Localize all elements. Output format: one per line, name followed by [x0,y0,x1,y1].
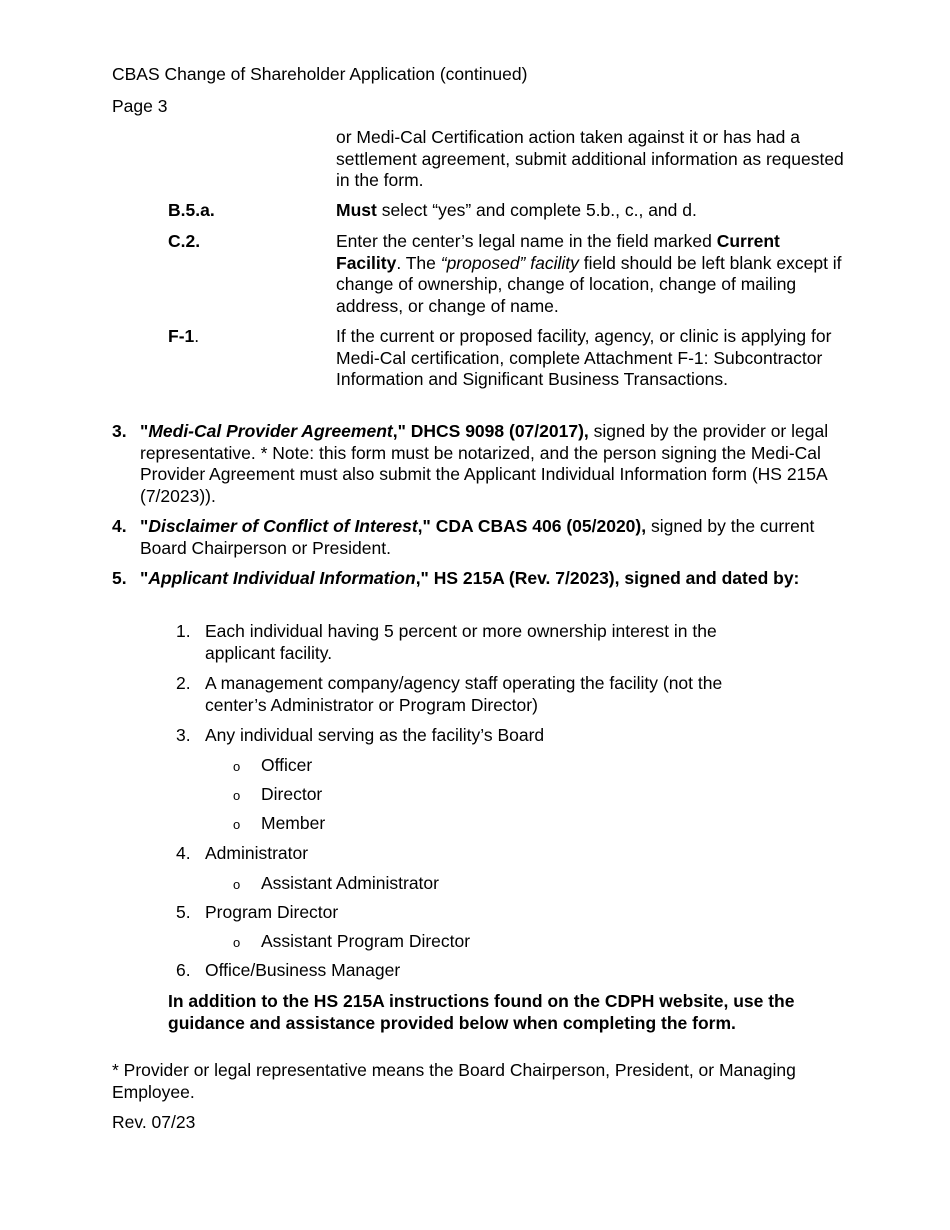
row-label-b5a: B.5.a. [168,200,215,220]
bullet-circle-icon: o [233,877,241,892]
bullet-item: Assistant Program Director [261,931,471,951]
bullet-item: Assistant Administrator [261,873,439,893]
c2-bold: Current Facility [336,231,780,273]
row-label-c2: C.2. [168,231,201,251]
footnote: * Provider or legal representative means the Board Chairperson, President, or Managing Employee. [112,1060,796,1102]
bullet-circle-icon: o [233,788,241,803]
c2-italic: “proposed” facility [440,252,579,273]
sublist-item: Program Director [205,902,339,922]
continued-text: or Medi-Cal Certification action taken against it or has had a settlement agreement, submit additional information as requested in the form. [336,127,844,190]
sublist-number: 3. [176,725,191,745]
item-number-4: 4. [112,516,127,536]
item-text-3: "Medi-Cal Provider Agreement," DHCS 9098 (07/2017), signed by the provider or legal representative. * Note: this form must be notarized, and the person signing the Medi-Cal Provider Agreement must also submit the Applicant Individual Information form (HS 215A (7/2023)). [140,421,829,506]
item-number-5: 5. [112,568,127,588]
form-title-applicant-info: Applicant Individual Information [148,568,416,588]
sublist-item: Each individual having 5 percent or more ownership interest in the applicant facility. [205,621,717,663]
sublist-item: A management company/agency staff operating the facility (not the center’s Administrator or Program Director) [205,673,723,715]
revision-date: Rev. 07/23 [112,1112,196,1132]
instruction-note: In addition to the HS 215A instructions found on the CDPH website, use the guidance and assistance provided below when completing the form. [168,991,795,1033]
item-text-4: "Disclaimer of Conflict of Interest," CDA CBAS 406 (05/2020), signed by the current Board Chairperson or President. [140,516,815,558]
row-text-f1: If the current or proposed facility, agency, or clinic is applying for Medi-Cal certification, complete Attachment F-1: Subcontractor Information and Significant Business Transactions. [336,326,832,389]
bullet-circle-icon: o [233,759,241,774]
bullet-item: Officer [261,755,313,775]
page-number: Page 3 [112,96,168,116]
sublist-number: 2. [176,673,191,693]
sublist-item: Any individual serving as the facility’s Board [205,725,545,745]
row-text-b5a-rest: select “yes” and complete 5.b., c., and d. [376,200,697,220]
sublist-number: 4. [176,843,191,863]
sublist-item: Office/Business Manager [205,960,401,980]
bullet-circle-icon: o [233,817,241,832]
document-header-title: CBAS Change of Shareholder Application (continued) [112,64,528,84]
c2-text-2: . The [396,252,441,273]
sublist-number: 1. [176,621,191,641]
item-number-3: 3. [112,421,127,441]
row-text-b5a [336,200,846,222]
row-label-f1: F-1. [168,326,200,346]
bullet-circle-icon: o [233,935,241,950]
must-text: Must [336,200,377,220]
item-text-5: "Applicant Individual Information," HS 215A (Rev. 7/2023), signed and dated by: [140,568,800,588]
sublist-item: Administrator [205,843,309,863]
c2-text-3: field should be left blank except if change of ownership, change of location, change of mailing address, or change of name. [336,252,842,316]
form-title-provider-agreement: Medi-Cal Provider Agreement [148,421,393,441]
sublist-number: 6. [176,960,191,980]
form-title-disclaimer: Disclaimer of Conflict of Interest [148,516,418,536]
bullet-item: Director [261,784,323,804]
c2-text-1: Enter the center’s legal name in the field marked [336,231,717,251]
bullet-item: Member [261,813,326,833]
sublist-number: 5. [176,902,191,922]
row-text-c2 [336,231,846,317]
